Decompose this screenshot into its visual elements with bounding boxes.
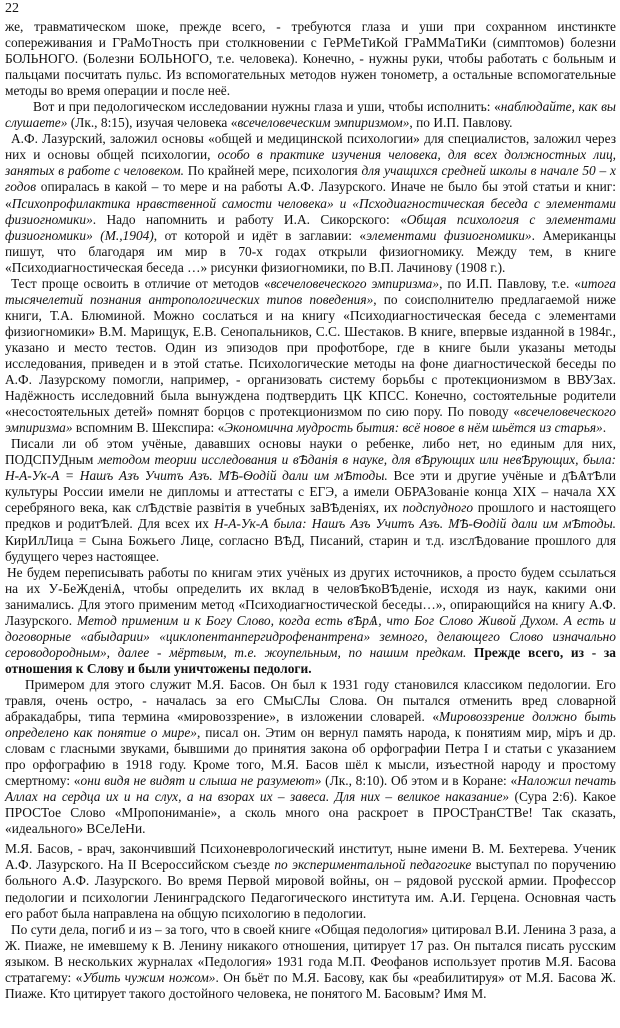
text-run: наблюдайте, как вы слушаете» [5, 99, 616, 131]
text-run: итога тысячелетий познания антропологических типов поведения» [5, 275, 616, 307]
text-run: Убить чужим ножом» [82, 969, 216, 985]
text-run: Мировоззрение должно быть определено как понятие о мире» [5, 709, 616, 741]
text-run: (Лк., 8:10). Об этом и в Коране: « [321, 773, 518, 789]
text-run [466, 645, 474, 660]
paragraph-p1 [5, 19, 616, 99]
paragraph-p9 [5, 922, 616, 1002]
text-run: Наложил печать Аллах на сердца их и на слух, а на взорах их – завеса. Для них – великое наказание» [5, 773, 616, 805]
text-run: же, травматическом шоке, прежде всего, - требуются глаза и уши при сохранном инстинкте сопереживания и ГРаМоТность при столкновении с ГеРМеТиКой ГРаММаТиКи (симптомов) болезни БОЛЬНОГО. (Болезни БОЛЬНОГО, т.е. человека). Конечно, - нужны руки, чтобы работать с больным и пальцами посчитать пульс. Из вспомогательных методов нужен тонометр, а остальные вспомогательные методы во время операции и после неё. [5, 19, 616, 99]
text-run: подспудного [402, 500, 474, 516]
text-run: выступал по поручению больного А.Ф. Лазурского. Во время Первой мировой войны, он – рядовой русской армии. Профессор педологии и психологии Ленинградского Педагогического института им. А.И. Герцена. Основная часть его работ была направлена на общую психологию в педологии. [5, 857, 616, 921]
text-run: . Американцы пишут, что благодаря им мир в 70-х годах открыли физиогномику. Между тем, в книге «Психодиагностическая беседа …» рисунки физиогномики, по В.П. Лачиновy (1908 г.). [5, 227, 616, 275]
text-run: А.Ф. Лазурский, заложил основы «общей и медицинской психологии» для специалистов, заложил через них и основы общей психологии, [5, 131, 616, 163]
text-run: методом теории исследования и вѢданія в науке, для в [97, 452, 421, 468]
text-run: , писал он. Этим он вернул память народа, к понятиям мир, мiръ и др. словам с гласными звуками, бывшими до принятия закона об орфографии Петра I и статьи с указанием про орфографию в 1918 году. Кроме того, М.Я. Басов шёл к мысли, изъестной народу и простому смертному: « [5, 725, 616, 789]
text-run: М.Я. Басов, - врач, закончивший Психоневрологический институт, ныне имени В. М. Бехтерева. Ученик А.Ф. Лазурского. На II Всероссийском съезде [5, 841, 616, 873]
text-run: , по И.П. Павлову, т.е. « [439, 275, 582, 291]
text-run: Ѣ [420, 452, 430, 468]
text-run: Прежде всего, из - за отношения к Слову и были уничтожены педологи. [5, 644, 616, 676]
text-run: По сути дела, погиб и из – за того, что в своей книге «Общая педология» цитировал В.И. Ленина 3 раза, а Ж. Пиаже, не имевшему к В. Ленину никакого отношения, цитирует 17 раз. Он пытался писать русским языком. В нескольких журналах «Педология» 1931 года М.П. Феофанов использует против М.Я. Басова стратагему: « [5, 921, 616, 985]
text-run: для учащихся средней школы в начале 50 – х годов [5, 163, 616, 195]
paragraph-p2 [5, 99, 616, 131]
text-run: . Он бьёт по М.Я. Басову, как бы «реабилитируя» от М.Я. Басова Ж. Пиаже. Кто цитирует такого достойного человека, не понятого М. Басовым? Имя М. [5, 969, 616, 1001]
text-run: Вот и при педологическом исследовании нужны глаза и уши, чтобы исполнить: « [33, 99, 501, 115]
text-run: (Лк., 8:15), изучая человека « [67, 115, 238, 131]
text-run: они видя не видят и слыша не разумеют» [80, 773, 322, 789]
paragraph-p8 [5, 841, 616, 921]
text-run: Писали ли об этом учёные, дававших основы науки о ребенке, либо нет, но единым для них, ПОДСПУДным [5, 436, 616, 468]
text-run: Все эти и другие учёные и дѢѦтѢли культуры России имели не дипломы и аттестаты с ЕГЭ, а имели ОБРАЗованіе конца ХIХ – начала ХХ серебряного века, как слѢдствіе развітія в учебных заВѢденіях, их [5, 468, 616, 516]
paragraph-p6 [5, 565, 616, 677]
text-run: КирИлЛица = Сына Божьего Лице, согласно ВѢД, Писаний, старин и т.д. изслѢдование прошлого для будущего через настоящее. [5, 532, 616, 564]
text-run: Тест проще освоить в отличие от методов « [11, 275, 271, 291]
text-run: . [602, 420, 607, 436]
body-text [5, 19, 616, 1002]
page-number: 22 [5, 1, 19, 16]
text-run: , по соисполнителю предлагаемой ниже книги, Т.А. Блюминой. Можно сослаться и на книгу «Психодиагностическая беседа с элементами физиогномики» В.М. Марищук, Е.В. Сенопальников, С.С. Шестаков. В книге, впервые изданной в 1984г., указано и место тестов. Один из эпизодов при профотборе, где в книге были указаны методы исследования, приведен и в этой статье. Психологические методы на фоне диагностической беседы по А.Ф. Лазурскому помогли, например, - организовать систему борьбы с протекционизмом в ВВУЗах. Надёжность исследовний была вынуждена подтвердить ЦК КПСС. Конечно, состоятельные родители «несостоятельных детей» помнят борцов с протекционизмом по сию пору. По поводу « [5, 291, 616, 420]
text-run: опиралась в какой – то мере и на работы А.Ф. Лазурского. Иначе не было бы этой статьи и книг: « [5, 179, 616, 211]
text-run: элементами физиогномики» [366, 227, 532, 243]
paragraph-p3 [5, 131, 616, 275]
text-run: , по И.П. Павлову. [409, 115, 513, 131]
text-run: Экономична мудрость бытия: всё новое в нём шьётся из старья» [224, 420, 603, 436]
text-run: (Сура 2:6). Какое ПРОСТое Слово «МІропониманіе», а сколь много она раскроет в ПРОСТранСТВе! Так сказать, «идеального» ВСеЛеНи. [5, 789, 616, 837]
text-run: Не будем переписывать работы по книгам этих учёных из других источников, а просто будем ссылаться на их У-БеЖденіѦ, чтобы определить их вклад в человѢкоВѢденіе, исходя из наук, какими они занимались. Для этого применим метод «Психодиагностической беседы…», опирающийся на книгу А.Ф. Лазурского. [5, 564, 616, 628]
text-run: Общая психология с элементами физиогномики» (М.,1904) [5, 211, 617, 243]
text-run: вспомним В. Шекспира: « [72, 420, 225, 436]
paragraph-p5 [5, 436, 616, 564]
text-run: . Надо напомнить и работу И.А. Сикорского: « [92, 211, 407, 227]
text-run: всечеловеческого эмпиризма» [5, 404, 616, 436]
text-run: всечеловеческим эмпиризмом» [237, 115, 410, 131]
text-run: Примером для этого служит М.Я. Басов. Он был к 1931 году становился классиком педологии. Его травля, очень остро, - началась за его СМыСЛы Слова. Он пытался отменить вред словарной абракадабры, типа термина «мировоззрение», в изложении словарей. « [5, 676, 616, 725]
text-run: всечеловеческого эмпиризма» [270, 275, 440, 291]
text-run: Метод применим и к Богу Слово, когда есть вѢрѦ, что Бог Слово Живой Духом. А есть и договорные «абыдарии» «циклопентанпергидрофенантрена» земного, делающего Слово изначально сероводородным», далее - мёртвым, т.е. жоупельным, по нашим предкам. [5, 612, 617, 660]
paragraph-p4 [5, 276, 616, 436]
paragraph-p7 [5, 677, 616, 837]
text-run: по экспериментальной педагогике [274, 857, 472, 873]
text-run: По крайней мере, психология [183, 163, 362, 179]
text-run: , от которой и идёт в заглавии: « [153, 227, 367, 243]
text-run: Н-А-Ук-А была: Нашъ Азъ Учитъ Азъ. МѢ-Ѳодій дали им мѢтоды. [214, 516, 616, 532]
text-run: рующих или невѢрующих, была: Н-А-Ук-А = Нашъ Азъ Учитъ Азъ. МѢ-Ѳодій дали им мѢтоды. [5, 452, 616, 484]
text-run: прошлого и настоящего предков и родитѢлей. Для всех их [5, 500, 616, 532]
text-run: Психопрофилактика нравственной самости человека» и «Псходиагностическая беседа с элементами физиогномики» [5, 195, 616, 227]
text-run: особо в практике изучения человека, для всех должностных лиц, занятых в работе с человеком. [5, 147, 616, 179]
